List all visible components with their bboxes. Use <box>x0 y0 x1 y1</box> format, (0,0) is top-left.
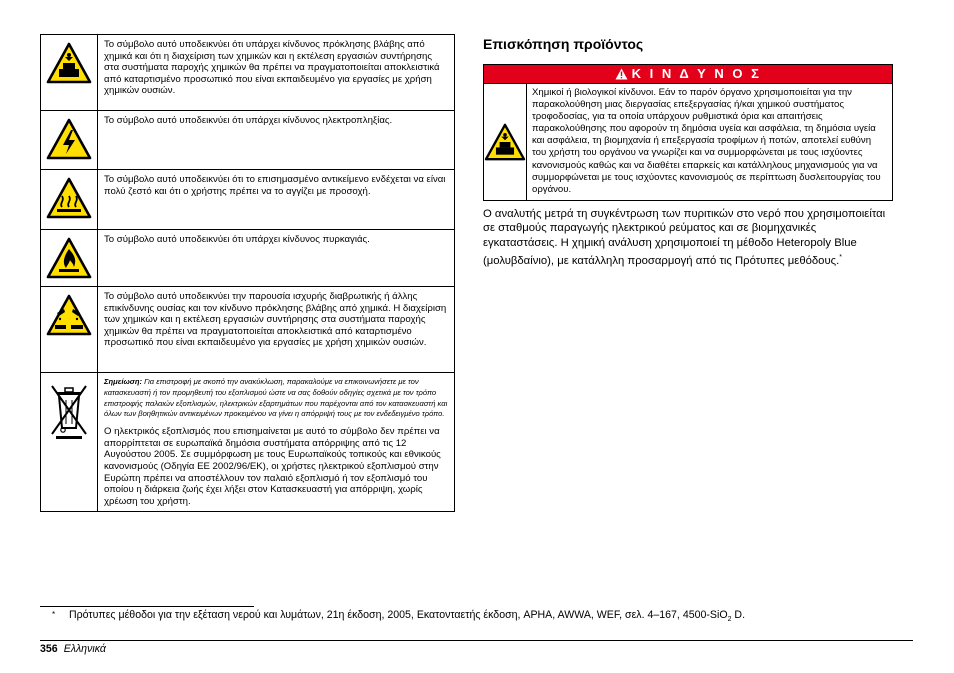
hot-surface-icon <box>46 177 92 219</box>
symbol-icon-cell <box>41 170 98 230</box>
corrosive-hazard-icon <box>46 294 92 336</box>
footnote-reference[interactable]: * <box>839 253 842 261</box>
footnote-text: Πρότυπες μέθοδοι για την εξέταση νερού και λυμάτων, 21η έκδοση, 2005, Εκατονταετής έκδοση, APHA, AWWA, WEF, σελ. 4–167, 4500-SiO <box>69 609 728 621</box>
footnote-mark: * <box>52 610 56 619</box>
danger-box <box>483 64 893 201</box>
note-label: Σημείωση: <box>104 377 142 386</box>
weee-note <box>104 377 448 420</box>
symbol-icon-cell <box>41 287 98 373</box>
warning-triangle-icon <box>615 68 628 80</box>
page-language: Ελληνικά <box>63 643 106 655</box>
footnote <box>52 609 746 624</box>
weee-text-cell <box>98 373 455 512</box>
symbol-row-hot <box>41 170 455 230</box>
crossed-bin-icon <box>49 380 89 440</box>
paragraph-text: Ο αναλυτής μετρά τη συγκέντρωση των πυριτικών στο νερό που χρησιμοποιείται σε σταθμούς παραγωγής ηλεκτρικού ρεύματος και σε βιομηχανικές εγκαταστάσεις. Η χημική ανάλυση χρησιμοποιεί τη μέθοδο Heteropoly Blue (μολυβδαίνιο), με κατάλληλη προσαρμογή από τις Πρότυπες μεθόδους. <box>483 207 886 267</box>
footnote-subscript: 2 <box>727 616 732 624</box>
danger-text: Χημικοί ή βιολογικοί κίνδυνοι. Εάν το παρόν όργανο χρησιμοποιείται για την παρακολούθηση μιας διεργασίας επεξεργασίας ή/και χημικού συστήματος τροφοδοσίας, για τα οποία υπάρχουν ρυθμιστικά όρια και απαιτήσεις παρακολούθησης που αφορούν τη δημόσια υγεία και ασφάλεια, τη δημόσια υγεία και ασφάλεια, τη βιομηχανία ή επεξεργασία τροφίμων ή ποτών, αποτελεί ευθύνη του χρήστη του οργάνου να γνωρίζει και να συμμορφώνεται με τους ισχύοντες κανονισμούς καθώς και να διαθέτει επαρκείς και κατάλληλους μηχανισμούς για να συμμορφώνεται με τους ισχύοντες κανονισμούς σε περίπτωση δυσλειτουργίας του οργάνου. <box>532 87 881 195</box>
symbol-text: Το σύμβολο αυτό υποδεικνύει ότι υπάρχει κίνδυνος πυρκαγιάς. <box>98 230 455 287</box>
footnote-tail: D. <box>731 609 746 621</box>
symbol-icon-cell <box>41 373 98 512</box>
symbol-text: Το σύμβολο αυτό υποδεικνύει την παρουσία ισχυρής διαβρωτικής ή άλλης επικίνδυνης ουσίας και τον κίνδυνο πρόκλησης βλάβης από χημικά. Η διαχείριση των χημικών και η εκτέλεση εργασιών συντήρησης στα συστήματα παροχής χημικών θα πρέπει να πραγματοποιείται αποκλειστικά από καταρτισμένο προσωπικό που είναι εκπαιδευμένο για εργασίες με χρήση χημικών ουσιών. <box>98 287 455 373</box>
symbol-icon-cell <box>41 230 98 287</box>
fire-hazard-icon <box>46 237 92 279</box>
footnote-divider <box>40 606 254 607</box>
symbol-icon-cell <box>41 35 98 111</box>
page-number: 356 <box>40 643 58 655</box>
symbol-row-chemical <box>41 35 455 111</box>
symbol-text: Το σύμβολο αυτό υποδεικνύει ότι υπάρχει κίνδυνος ηλεκτροπληξίας. <box>98 111 455 170</box>
symbols-table <box>40 34 455 512</box>
danger-icon-cell <box>484 84 527 200</box>
danger-body <box>484 84 892 200</box>
product-overview-section <box>483 34 893 268</box>
footer-divider <box>40 640 913 641</box>
symbol-row-corrosive <box>41 287 455 373</box>
chemical-hazard-icon <box>46 42 92 84</box>
danger-header <box>484 65 892 84</box>
note-text: Για επιστροφή με σκοπό την ανακύκλωση, παρακαλούμε να επικοινωνήσετε με τον κατασκευαστή ή τον προμηθευτή του εξοπλισμού ώστε να σας δοθούν οδηγίες σχετικά με τον τρόπο επιστροφής παλαιών εξοπλισμών, ηλεκτρικών εξαρτημάτων που παρέχονται από τον κατασκευαστή και όλων των βοηθητικών αντικειμένων προκειμένου να γίνει η απόρριψή τους με τον ενδεδειγμένο τρόπο. <box>104 377 448 419</box>
weee-text: Ο ηλεκτρικός εξοπλισμός που επισημαίνεται με αυτό το σύμβολο δεν πρέπει να απορρίπτεται σε ευρωπαϊκά δημόσια συστήματα απόρριψης από τις 12 Αυγούστου 2005. Σε συμμόρφωση με τους Ευρωπαϊκούς τοπικούς και εθνικούς κανονισμούς (Οδηγία ΕΕ 2002/96/ΕΚ), οι χρήστες ηλεκτρικού εξοπλισμού στην Ευρώπη πρέπει να αποστέλλουν τον παλαιό εξοπλισμό ή τον εξοπλισμό του οποίου η διάρκεια ζωής έχει λήξει στον Κατασκευαστή για απόρριψη, χωρίς χρέωση του χρήστη. <box>104 426 441 507</box>
electrical-hazard-icon <box>46 118 92 160</box>
symbol-row-weee <box>41 373 455 512</box>
page-footer <box>40 643 106 655</box>
symbol-row-fire <box>41 230 455 287</box>
symbol-icon-cell <box>41 111 98 170</box>
symbol-text: Το σύμβολο αυτό υποδεικνύει ότι υπάρχει κίνδυνος πρόκλησης βλάβης από χημικά και ότι η διαχείριση των χημικών και η εκτέλεση εργασιών συντήρησης στα συστήματα παροχής χημικών θα πρέπει να πραγματοποιείται αποκλειστικά από καταρτισμένο προσωπικό που είναι εκπαιδευμένο για εργασίες με χρήση χημικών ουσιών. <box>98 35 455 111</box>
symbol-text: Το σύμβολο αυτό υποδεικνύει ότι το επισημασμένο αντικείμενο ενδέχεται να είναι πολύ ζεστό και ότι ο χρήστης πρέπει να το αγγίζει με προσοχή. <box>98 170 455 230</box>
overview-paragraph <box>483 207 893 268</box>
chemical-hazard-icon <box>484 123 526 161</box>
section-title: Επισκόπηση προϊόντος <box>483 36 644 52</box>
symbol-row-electrical <box>41 111 455 170</box>
danger-label: Κ Ι Ν Δ Υ Ν Ο Σ <box>631 66 762 81</box>
